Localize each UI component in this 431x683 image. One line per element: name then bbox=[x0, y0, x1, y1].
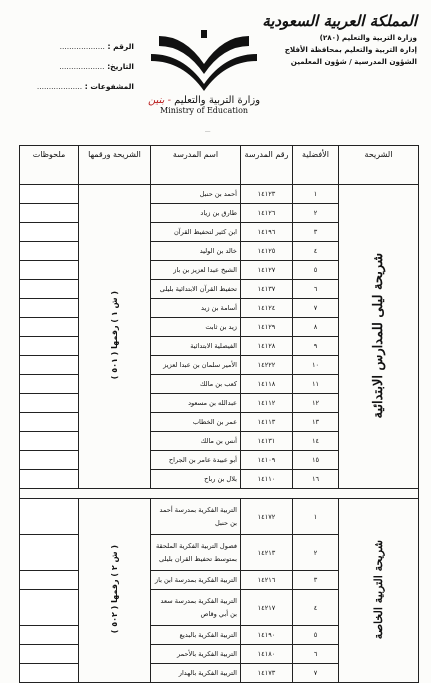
number-field bbox=[34, 42, 134, 51]
notes-cell bbox=[20, 204, 79, 223]
header-segment: الشريحة bbox=[339, 146, 419, 185]
reference-fields bbox=[34, 42, 134, 102]
rank-cell: ٨ bbox=[293, 318, 339, 337]
school-name-cell: أحمد بن حنبل bbox=[151, 185, 241, 204]
rank-cell: ٣ bbox=[293, 223, 339, 242]
school-id-cell: ١٤١٩٠ bbox=[241, 626, 293, 645]
rank-cell: ١٤ bbox=[293, 432, 339, 451]
separator-cell bbox=[20, 489, 419, 499]
school-name-cell: خالد بن الوليد bbox=[151, 242, 241, 261]
notes-cell bbox=[20, 432, 79, 451]
school-id-cell: ١٤١١٠ bbox=[241, 470, 293, 489]
date-dots: ................... bbox=[59, 62, 105, 71]
ministry-name-ar: وزارة التربية والتعليم bbox=[174, 95, 261, 106]
rank-cell: ١٦ bbox=[293, 470, 339, 489]
letterhead-line-1: وزارة التربية والتعليم (٢٨٠) bbox=[319, 33, 417, 42]
rank-cell: ١٥ bbox=[293, 451, 339, 470]
notes-cell bbox=[20, 280, 79, 299]
rank-cell: ٢ bbox=[293, 535, 339, 571]
school-id-cell: ١٤١٨٠ bbox=[241, 645, 293, 664]
notes-cell bbox=[20, 261, 79, 280]
rank-cell: ١٢ bbox=[293, 394, 339, 413]
school-name-cell: التربية الفكرية بمدرسة سعد بن أبي وقاص bbox=[151, 590, 241, 626]
school-id-cell: ١٤١٢٩ bbox=[241, 318, 293, 337]
table-row bbox=[20, 499, 419, 535]
school-id-cell: ١٤١٣١ bbox=[241, 432, 293, 451]
header-rank: الأفضلية bbox=[293, 146, 339, 185]
notes-cell bbox=[20, 470, 79, 489]
school-name-cell: أسامة بن زيد bbox=[151, 299, 241, 318]
rank-cell: ٦ bbox=[293, 645, 339, 664]
ministry-name-english: Ministry of Education bbox=[159, 106, 249, 115]
header-school-name: اسم المدرسة bbox=[151, 146, 241, 185]
school-id-cell: ١٤١٢٦ bbox=[241, 204, 293, 223]
ministry-name-tail: - بنين bbox=[147, 95, 171, 106]
header-school-id: رقم المدرسة bbox=[241, 146, 293, 185]
notes-cell bbox=[20, 375, 79, 394]
school-id-cell: ١٤١٢٧ bbox=[241, 261, 293, 280]
rank-cell: ٧ bbox=[293, 664, 339, 683]
school-name-cell: التربية الفكرية بالأحمر bbox=[151, 645, 241, 664]
school-id-cell: ١٤١٧٣ bbox=[241, 664, 293, 683]
rank-cell: ٥ bbox=[293, 261, 339, 280]
school-id-cell: ١٤١١٢ bbox=[241, 394, 293, 413]
notes-cell bbox=[20, 451, 79, 470]
school-id-cell: ١٤١٢٥ bbox=[241, 242, 293, 261]
rank-cell: ٦ bbox=[293, 280, 339, 299]
kingdom-title: المملكة العربية السعودية bbox=[262, 12, 417, 30]
school-name-cell: عبدالله بن مسعود bbox=[151, 394, 241, 413]
segment-code-cell bbox=[79, 185, 151, 489]
ministry-logo bbox=[145, 28, 263, 115]
notes-cell bbox=[20, 394, 79, 413]
notes-cell bbox=[20, 535, 79, 571]
date-field bbox=[34, 62, 134, 71]
school-name-cell: ابن كثير لتحفيظ القرآن bbox=[151, 223, 241, 242]
school-id-cell: ١٤١٧٢ bbox=[241, 499, 293, 535]
school-id-cell: ١٤٢١٦ bbox=[241, 571, 293, 590]
school-name-cell: التربية الفكرية بالبديع bbox=[151, 626, 241, 645]
notes-cell bbox=[20, 499, 79, 535]
notes-cell bbox=[20, 337, 79, 356]
school-id-cell: ١٤٢١٣ bbox=[241, 535, 293, 571]
rank-cell: ١٠ bbox=[293, 356, 339, 375]
school-id-cell: ١٤٢٢٢ bbox=[241, 356, 293, 375]
rank-cell: ٥ bbox=[293, 626, 339, 645]
school-name-cell: التربية الفكرية بمدرسة ابن باز bbox=[151, 571, 241, 590]
letterhead bbox=[247, 12, 417, 66]
school-name-cell: طارق بن زياد bbox=[151, 204, 241, 223]
school-id-cell: ١٤١٢٤ bbox=[241, 299, 293, 318]
letterhead-line-3: الشؤون المدرسية / شؤون المعلمين bbox=[290, 57, 417, 66]
segment-code: ( ش ٢ ) رقمها ( ٥٠٢ ) bbox=[110, 545, 119, 634]
rank-cell: ٤ bbox=[293, 242, 339, 261]
date-label: التاريخ: bbox=[107, 62, 134, 71]
header-segment-code: الشريحة ورقمها bbox=[79, 146, 151, 185]
small-stamp: ___ bbox=[205, 128, 211, 132]
school-id-cell: ١٤١٢٨ bbox=[241, 337, 293, 356]
attachments-dots: ................... bbox=[36, 82, 83, 91]
rank-cell: ٧ bbox=[293, 299, 339, 318]
school-name-cell: كعب بن مالك bbox=[151, 375, 241, 394]
notes-cell bbox=[20, 571, 79, 590]
school-name-cell: الفيصلية الابتدائية bbox=[151, 337, 241, 356]
school-name-cell: الأمير سلمان بن عبدا لعزيز bbox=[151, 356, 241, 375]
school-id-cell: ١٤١١٣ bbox=[241, 413, 293, 432]
school-name-cell: زيد بن ثابت bbox=[151, 318, 241, 337]
rank-cell: ٢ bbox=[293, 204, 339, 223]
rank-cell: ٩ bbox=[293, 337, 339, 356]
notes-cell bbox=[20, 318, 79, 337]
school-name-cell: التربية الفكرية بمدرسة أحمد بن حنبل bbox=[151, 499, 241, 535]
header-notes: ملحوظات bbox=[20, 146, 79, 185]
rank-cell: ١٣ bbox=[293, 413, 339, 432]
notes-cell bbox=[20, 356, 79, 375]
school-id-cell: ١٤١١٨ bbox=[241, 375, 293, 394]
school-name-cell: الشيخ عبدا لعزيز بن باز bbox=[151, 261, 241, 280]
ministry-name-arabic bbox=[145, 95, 263, 106]
notes-cell bbox=[20, 590, 79, 626]
school-name-cell: التربية الفكرية بالهدار bbox=[151, 664, 241, 683]
notes-cell bbox=[20, 299, 79, 318]
notes-cell bbox=[20, 413, 79, 432]
segment-name: شريحة التربية الخاصة bbox=[372, 539, 385, 640]
notes-cell bbox=[20, 185, 79, 204]
attachments-label: المشفوعات : bbox=[84, 82, 134, 91]
segment-name-cell bbox=[339, 185, 419, 489]
school-id-cell: ١٤١٢٣ bbox=[241, 185, 293, 204]
school-id-cell: ١٤١٣٧ bbox=[241, 280, 293, 299]
school-name-cell: تحفيظ القرآن الابتدائية بليلى bbox=[151, 280, 241, 299]
school-id-cell: ١٤١٩٦ bbox=[241, 223, 293, 242]
segment-name-cell bbox=[339, 499, 419, 683]
table-header-row bbox=[20, 146, 419, 185]
notes-cell bbox=[20, 242, 79, 261]
school-name-cell: بلال بن رباح bbox=[151, 470, 241, 489]
schools-table bbox=[19, 145, 419, 683]
rank-cell: ١ bbox=[293, 185, 339, 204]
rank-cell: ١ bbox=[293, 499, 339, 535]
school-name-cell: أنس بن مالك bbox=[151, 432, 241, 451]
table-row bbox=[20, 185, 419, 204]
school-id-cell: ١٤٢١٧ bbox=[241, 590, 293, 626]
notes-cell bbox=[20, 626, 79, 645]
school-name-cell: فصول التربية الفكرية الملحقة بمتوسط تحفيظ القران بليلى bbox=[151, 535, 241, 571]
number-label: الرقم : bbox=[107, 42, 134, 51]
school-id-cell: ١٤١٠٩ bbox=[241, 451, 293, 470]
segment-name: شريحة ليلى للمدارس الابتدائية bbox=[371, 252, 386, 419]
segment-code: ( ش ١ ) رقمها ( ٥٠١ ) bbox=[110, 291, 119, 380]
notes-cell bbox=[20, 645, 79, 664]
notes-cell bbox=[20, 223, 79, 242]
letterhead-line-2: إدارة التربية والتعليم بمحافظة الأفلاج bbox=[284, 45, 417, 54]
notes-cell bbox=[20, 664, 79, 683]
segment-code-cell bbox=[79, 499, 151, 683]
number-dots: ................... bbox=[59, 42, 105, 51]
rank-cell: ١١ bbox=[293, 375, 339, 394]
rank-cell: ٤ bbox=[293, 590, 339, 626]
school-name-cell: عمر بن الخطاب bbox=[151, 413, 241, 432]
segment-separator-row bbox=[20, 489, 419, 499]
rank-cell: ٣ bbox=[293, 571, 339, 590]
book-logo-icon bbox=[145, 28, 263, 94]
attachments-field bbox=[34, 82, 134, 91]
school-name-cell: أبو عبيدة عامر بن الجراح bbox=[151, 451, 241, 470]
